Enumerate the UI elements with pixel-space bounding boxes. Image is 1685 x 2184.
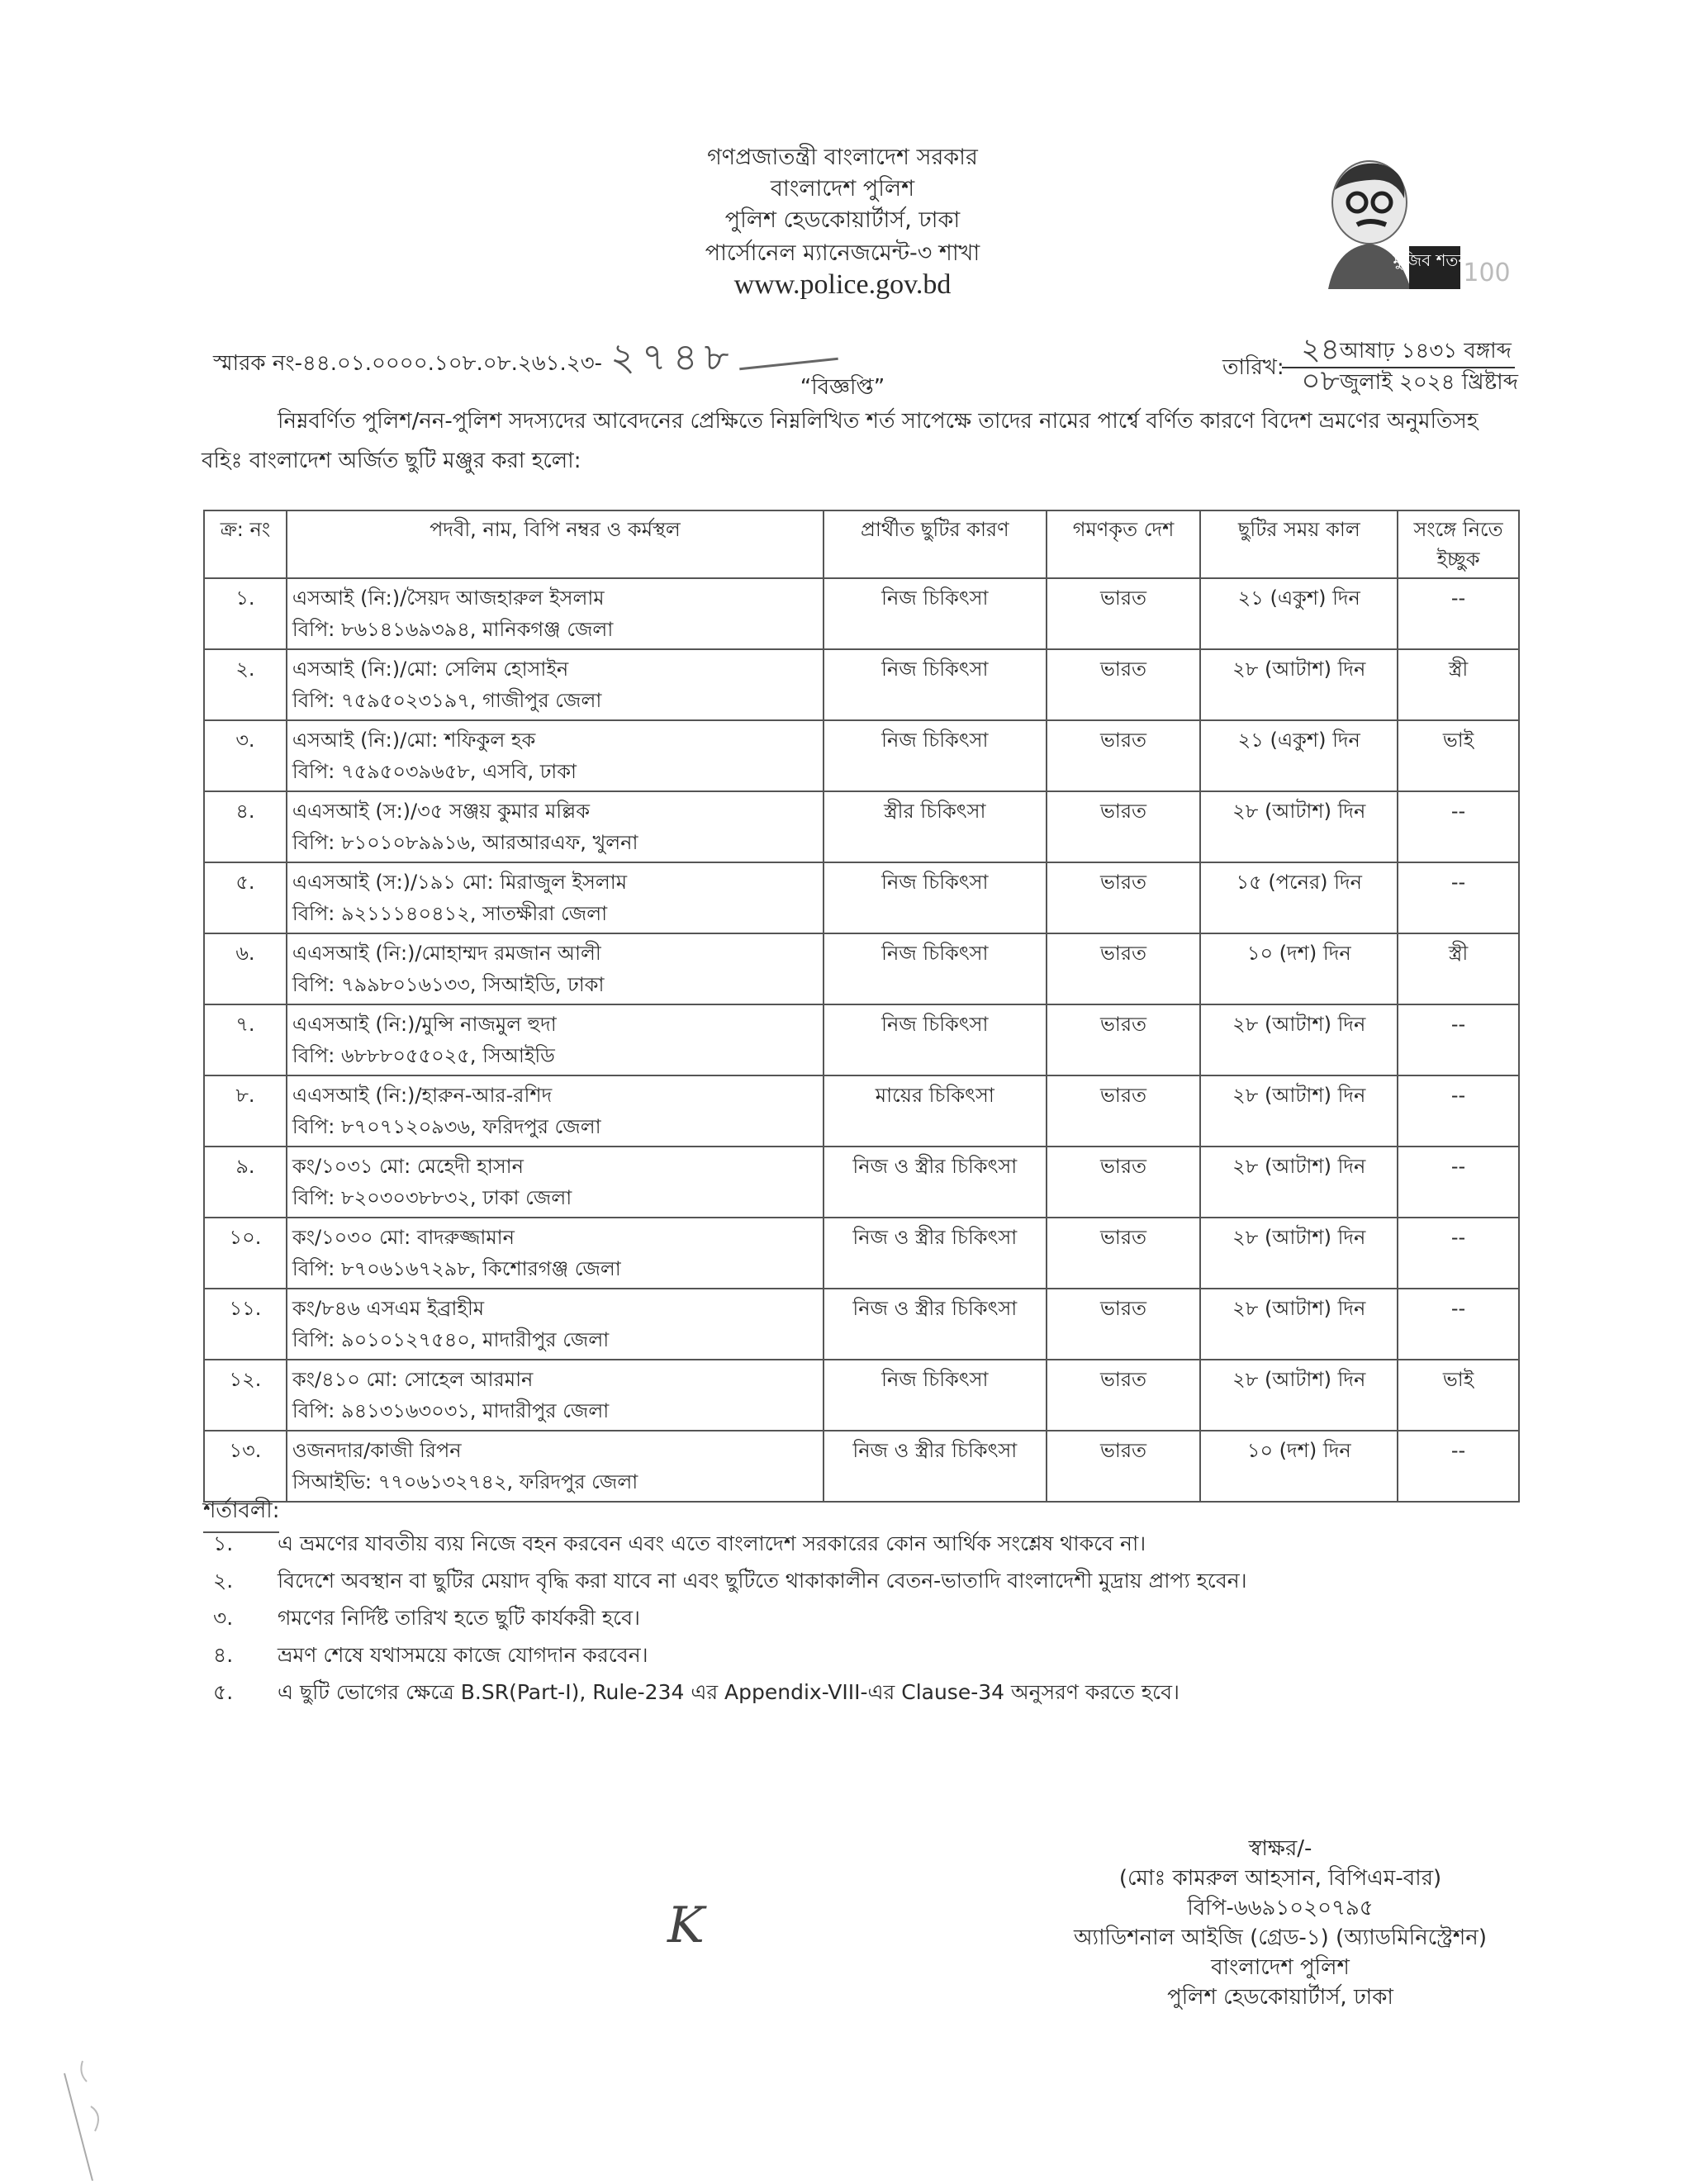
person-name: কং/৮৪৬ এসএম ইব্রাহীম bbox=[292, 1297, 485, 1320]
country: ভারত bbox=[1047, 1431, 1201, 1502]
memo-handwritten-number: ২৭৪৮ bbox=[610, 335, 736, 379]
scribble-icon bbox=[33, 2057, 107, 2181]
person-cell bbox=[287, 933, 824, 1004]
reason: নিজ চিকিৎসা bbox=[824, 1004, 1047, 1075]
person-name: এএসআই (স:)/১৯১ মো: মিরাজুল ইসলাম bbox=[292, 871, 628, 894]
person-name: এএসআই (স:)/৩৫ সঞ্জয় কুমার মল্লিক bbox=[292, 800, 591, 823]
duration: ২৮ (আটাশ) দিন bbox=[1200, 1218, 1398, 1289]
reason: নিজ ও স্ত্রীর চিকিৎসা bbox=[824, 1218, 1047, 1289]
condition-item: ৪. ভ্রমণ শেষে যথাসময়ে কাজে যোগদান করবেন। bbox=[213, 1643, 648, 1667]
intro-paragraph bbox=[202, 401, 1523, 481]
companion: -- bbox=[1398, 1218, 1519, 1289]
country: ভারত bbox=[1047, 1289, 1201, 1360]
table-row bbox=[204, 1289, 1519, 1360]
companion: -- bbox=[1398, 578, 1519, 649]
table-row bbox=[204, 933, 1519, 1004]
duration: ২৮ (আটাশ) দিন bbox=[1200, 1004, 1398, 1075]
notice-title: “বিজ্ঞপ্তি” bbox=[800, 375, 885, 400]
companion: -- bbox=[1398, 1147, 1519, 1218]
country: ভারত bbox=[1047, 1218, 1201, 1289]
memo-label: স্মারক নং-৪৪.০১.০০০০.১০৮.০৮.২৬১.২৩- bbox=[213, 351, 602, 376]
person-bp: সিআইভি: ৭৭০৬১৩২৭৪২, ফরিদপুর জেলা bbox=[292, 1470, 638, 1493]
person-cell bbox=[287, 1289, 824, 1360]
person-bp: বিপি: ৮৭০৬১৬৭২৯৮, কিশোরগঞ্জ জেলা bbox=[292, 1257, 621, 1280]
col-country: গমণকৃত দেশ bbox=[1047, 510, 1201, 578]
svg-text:100: 100 bbox=[1463, 259, 1510, 287]
person-cell bbox=[287, 1004, 824, 1075]
companion: -- bbox=[1398, 862, 1519, 933]
reason: নিজ চিকিৎসা bbox=[824, 720, 1047, 791]
person-name: এএসআই (নি:)/মুন্সি নাজমুল হুদা bbox=[292, 1013, 557, 1036]
serial: ৫. bbox=[204, 862, 287, 933]
reason: স্ত্রীর চিকিৎসা bbox=[824, 791, 1047, 862]
duration: ১০ (দশ) দিন bbox=[1200, 1431, 1398, 1502]
serial: ১১. bbox=[204, 1289, 287, 1360]
table-row bbox=[204, 1360, 1519, 1431]
reason: নিজ চিকিৎসা bbox=[824, 578, 1047, 649]
reason: মায়ের চিকিৎসা bbox=[824, 1075, 1047, 1147]
reason: নিজ চিকিৎসা bbox=[824, 649, 1047, 720]
condition-item: ৫. এ ছুটি ভোগের ক্ষেত্রে B.SR(Part-I), Rule-234 এর Appendix-VIII-এর Clause-34 অনুসরণ করতে হবে। bbox=[213, 1680, 1180, 1704]
serial: ৪. bbox=[204, 791, 287, 862]
duration: ২৮ (আটাশ) দিন bbox=[1200, 1360, 1398, 1431]
person-cell bbox=[287, 578, 824, 649]
person-bp: বিপি: ৬৮৮৮০৫৫০২৫, সিআইডি bbox=[292, 1044, 555, 1067]
person-bp: বিপি: ৭৯৯৮০১৬১৩৩, সিআইডি, ঢাকা bbox=[292, 973, 605, 996]
companion: -- bbox=[1398, 1431, 1519, 1502]
serial: ৬. bbox=[204, 933, 287, 1004]
duration: ২১ (একুশ) দিন bbox=[1200, 578, 1398, 649]
intro-text: নিম্নবর্ণিত পুলিশ/নন-পুলিশ সদস্যদের আবেদনের প্রেক্ষিতে নিম্নলিখিত শর্ত সাপেক্ষে তাদের নামের পার্শ্বে বর্ণিত কারণে বিদেশ ভ্রমণের অনুমতিসহ বহিঃ বাংলাদেশ অর্জিত ছুটি মঞ্জুর করা হলো: bbox=[202, 409, 1479, 473]
table-header-row bbox=[204, 510, 1519, 578]
bangla-day-handwritten: ২৪ bbox=[1301, 333, 1340, 367]
signed-label: স্বাক্ষর/- bbox=[1248, 1836, 1312, 1861]
person-bp: বিপি: ৮২০৩০৩৮৮৩২, ঢাকা জেলা bbox=[292, 1186, 572, 1209]
person-cell bbox=[287, 1075, 824, 1147]
col-companion: সংঙ্গে নিতে ইচ্ছুক bbox=[1398, 510, 1519, 578]
signatory-bp: বিপি-৬৬৯১০২০৭৯৫ bbox=[1187, 1896, 1374, 1920]
country: ভারত bbox=[1047, 578, 1201, 649]
header-website: www.police.gov.bd bbox=[733, 269, 952, 300]
companion: ভাই bbox=[1398, 1360, 1519, 1431]
serial: ২. bbox=[204, 649, 287, 720]
table-row bbox=[204, 1004, 1519, 1075]
person-cell bbox=[287, 1360, 824, 1431]
person-name: এসআই (নি:)/সৈয়দ আজহারুল ইসলাম bbox=[292, 586, 605, 610]
signatory-office: পুলিশ হেডকোয়ার্টার্স, ঢাকা bbox=[1167, 1985, 1393, 2010]
duration: ২৮ (আটাশ) দিন bbox=[1200, 649, 1398, 720]
person-bp: বিপি: ৮৭০৭১২০৯৩৬, ফরিদপুর জেলা bbox=[292, 1115, 601, 1138]
table-row bbox=[204, 720, 1519, 791]
portrait-icon bbox=[1295, 157, 1510, 293]
person-bp: বিপি: ৯০১০১২৭৫৪০, মাদারীপুর জেলা bbox=[292, 1328, 610, 1351]
mujib-100-logo bbox=[1295, 157, 1510, 293]
leave-table bbox=[203, 510, 1520, 1503]
reason: নিজ ও স্ত্রীর চিকিৎসা bbox=[824, 1431, 1047, 1502]
header-government: গণপ্রজাতন্ত্রী বাংলাদেশ সরকার bbox=[707, 145, 978, 170]
table-row bbox=[204, 1147, 1519, 1218]
country: ভারত bbox=[1047, 862, 1201, 933]
col-reason: প্রার্থীত ছুটির কারণ bbox=[824, 510, 1047, 578]
header-office: পুলিশ হেডকোয়ার্টার্স, ঢাকা bbox=[724, 207, 961, 233]
companion: -- bbox=[1398, 1289, 1519, 1360]
companion: স্ত্রী bbox=[1398, 649, 1519, 720]
companion: স্ত্রী bbox=[1398, 933, 1519, 1004]
signatory-org: বাংলাদেশ পুলিশ bbox=[1211, 1955, 1350, 1980]
col-person: পদবী, নাম, বিপি নম্বর ও কর্মস্থল bbox=[287, 510, 824, 578]
person-cell bbox=[287, 1218, 824, 1289]
reason: নিজ চিকিৎসা bbox=[824, 933, 1047, 1004]
duration: ২৮ (আটাশ) দিন bbox=[1200, 791, 1398, 862]
duration: ১৫ (পনের) দিন bbox=[1200, 862, 1398, 933]
table-row bbox=[204, 791, 1519, 862]
serial: ১. bbox=[204, 578, 287, 649]
person-bp: বিপি: ৭৫৯৫০৩৯৬৫৮, এসবি, ঢাকা bbox=[292, 760, 577, 783]
margin-scribble bbox=[33, 2057, 107, 2181]
country: ভারত bbox=[1047, 720, 1201, 791]
person-bp: বিপি: ৮৬১৪১৬৯৩৯৪, মানিকগঞ্জ জেলা bbox=[292, 618, 614, 641]
duration: ২৮ (আটাশ) দিন bbox=[1200, 1075, 1398, 1147]
person-bp: বিপি: ৯২১১১৪০৪১২, সাতক্ষীরা জেলা bbox=[292, 902, 608, 925]
conditions-list bbox=[213, 1526, 1452, 1712]
reason: নিজ চিকিৎসা bbox=[824, 1360, 1047, 1431]
greg-day-handwritten: ০৮ bbox=[1301, 364, 1340, 398]
person-name: এসআই (নি:)/মো: শফিকুল হক bbox=[292, 729, 536, 752]
serial: ৮. bbox=[204, 1075, 287, 1147]
person-name: এএসআই (নি:)/মোহাম্মদ রমজান আলী bbox=[292, 942, 601, 965]
person-cell bbox=[287, 791, 824, 862]
person-cell bbox=[287, 1431, 824, 1502]
country: ভারত bbox=[1047, 649, 1201, 720]
signature-block bbox=[1057, 1834, 1503, 2012]
gregorian-date: জুলাই ২০২৪ খ্রিষ্টাব্দ bbox=[1340, 370, 1518, 395]
serial: ৯. bbox=[204, 1147, 287, 1218]
signatory-name: (মোঃ কামরুল আহসান, বিপিএম-বার) bbox=[1118, 1866, 1442, 1891]
date-label: তারিখ: bbox=[1222, 355, 1284, 380]
conditions-title: শর্তাবলী: bbox=[203, 1493, 279, 1533]
col-duration: ছুটির সময় কাল bbox=[1200, 510, 1398, 578]
country: ভারত bbox=[1047, 1360, 1201, 1431]
col-serial: ক্র: নং bbox=[204, 510, 287, 578]
serial: ১০. bbox=[204, 1218, 287, 1289]
duration: ২৮ (আটাশ) দিন bbox=[1200, 1147, 1398, 1218]
person-cell bbox=[287, 649, 824, 720]
serial: ৩. bbox=[204, 720, 287, 791]
header-department: বাংলাদেশ পুলিশ bbox=[770, 176, 915, 202]
duration: ২১ (একুশ) দিন bbox=[1200, 720, 1398, 791]
person-name: কং/১০৩০ মো: বাদরুজ্জামান bbox=[292, 1226, 515, 1249]
duration: ১০ (দশ) দিন bbox=[1200, 933, 1398, 1004]
country: ভারত bbox=[1047, 791, 1201, 862]
person-cell bbox=[287, 862, 824, 933]
companion: -- bbox=[1398, 791, 1519, 862]
companion: -- bbox=[1398, 1004, 1519, 1075]
person-name: কং/১০৩১ মো: মেহেদী হাসান bbox=[292, 1155, 524, 1178]
condition-item: ২. বিদেশে অবস্থান বা ছুটির মেয়াদ বৃদ্ধি করা যাবে না এবং ছুটিতে থাকাকালীন বেতন-ভাতাদি বাংলাদেশী মুদ্রায় প্রাপ্য হবেন। bbox=[213, 1569, 1247, 1593]
person-bp: বিপি: ৭৫৯৫০২৩১৯৭, গাজীপুর জেলা bbox=[292, 689, 602, 712]
svg-text:মুজিব শতবর্ষ: মুজিব শতবর্ষ bbox=[1393, 250, 1477, 270]
condition-item: ১. এ ভ্রমণের যাবতীয় ব্যয় নিজে বহন করবেন এবং এতে বাংলাদেশ সরকারের কোন আর্থিক সংশ্লেষ থাকবে না। bbox=[213, 1531, 1146, 1555]
handwritten-stroke bbox=[739, 358, 838, 371]
serial: ১৩. bbox=[204, 1431, 287, 1502]
serial: ১২. bbox=[204, 1360, 287, 1431]
companion: -- bbox=[1398, 1075, 1519, 1147]
date-divider bbox=[1282, 367, 1515, 368]
header-branch: পার্সোনেল ম্যানেজমেন্ট-৩ শাখা bbox=[705, 240, 980, 266]
person-cell bbox=[287, 720, 824, 791]
person-name: এসআই (নি:)/মো: সেলিম হোসাইন bbox=[292, 658, 569, 681]
person-bp: বিপি: ৮১০১০৮৯৯১৬, আরআরএফ, খুলনা bbox=[292, 831, 638, 854]
country: ভারত bbox=[1047, 1147, 1201, 1218]
table-row bbox=[204, 649, 1519, 720]
table-row bbox=[204, 1075, 1519, 1147]
person-cell bbox=[287, 1147, 824, 1218]
handwritten-initial: K bbox=[667, 1897, 705, 1954]
table-row bbox=[204, 1218, 1519, 1289]
person-name: ওজনদার/কাজী রিপন bbox=[292, 1439, 462, 1462]
bangla-date: আষাঢ় ১৪৩১ বঙ্গাব্দ bbox=[1340, 339, 1512, 363]
signatory-designation: অ্যাডিশনাল আইজি (গ্রেড-১) (অ্যাডমিনিস্ট্রেশন) bbox=[1074, 1925, 1487, 1950]
table-row bbox=[204, 862, 1519, 933]
country: ভারত bbox=[1047, 933, 1201, 1004]
table-row bbox=[204, 578, 1519, 649]
table-row bbox=[204, 1431, 1519, 1502]
duration: ২৮ (আটাশ) দিন bbox=[1200, 1289, 1398, 1360]
companion: ভাই bbox=[1398, 720, 1519, 791]
condition-item: ৩. গমণের নির্দিষ্ট তারিখ হতে ছুটি কার্যকরী হবে। bbox=[213, 1606, 640, 1630]
person-name: কং/৪১০ মো: সোহেল আরমান bbox=[292, 1368, 534, 1391]
country: ভারত bbox=[1047, 1004, 1201, 1075]
reason: নিজ চিকিৎসা bbox=[824, 862, 1047, 933]
country: ভারত bbox=[1047, 1075, 1201, 1147]
person-bp: বিপি: ৯৪১৩১৬৩০৩১, মাদারীপুর জেলা bbox=[292, 1399, 610, 1422]
reason: নিজ ও স্ত্রীর চিকিৎসা bbox=[824, 1289, 1047, 1360]
serial: ৭. bbox=[204, 1004, 287, 1075]
reason: নিজ ও স্ত্রীর চিকিৎসা bbox=[824, 1147, 1047, 1218]
person-name: এএসআই (নি:)/হারুন-আর-রশিদ bbox=[292, 1084, 553, 1107]
